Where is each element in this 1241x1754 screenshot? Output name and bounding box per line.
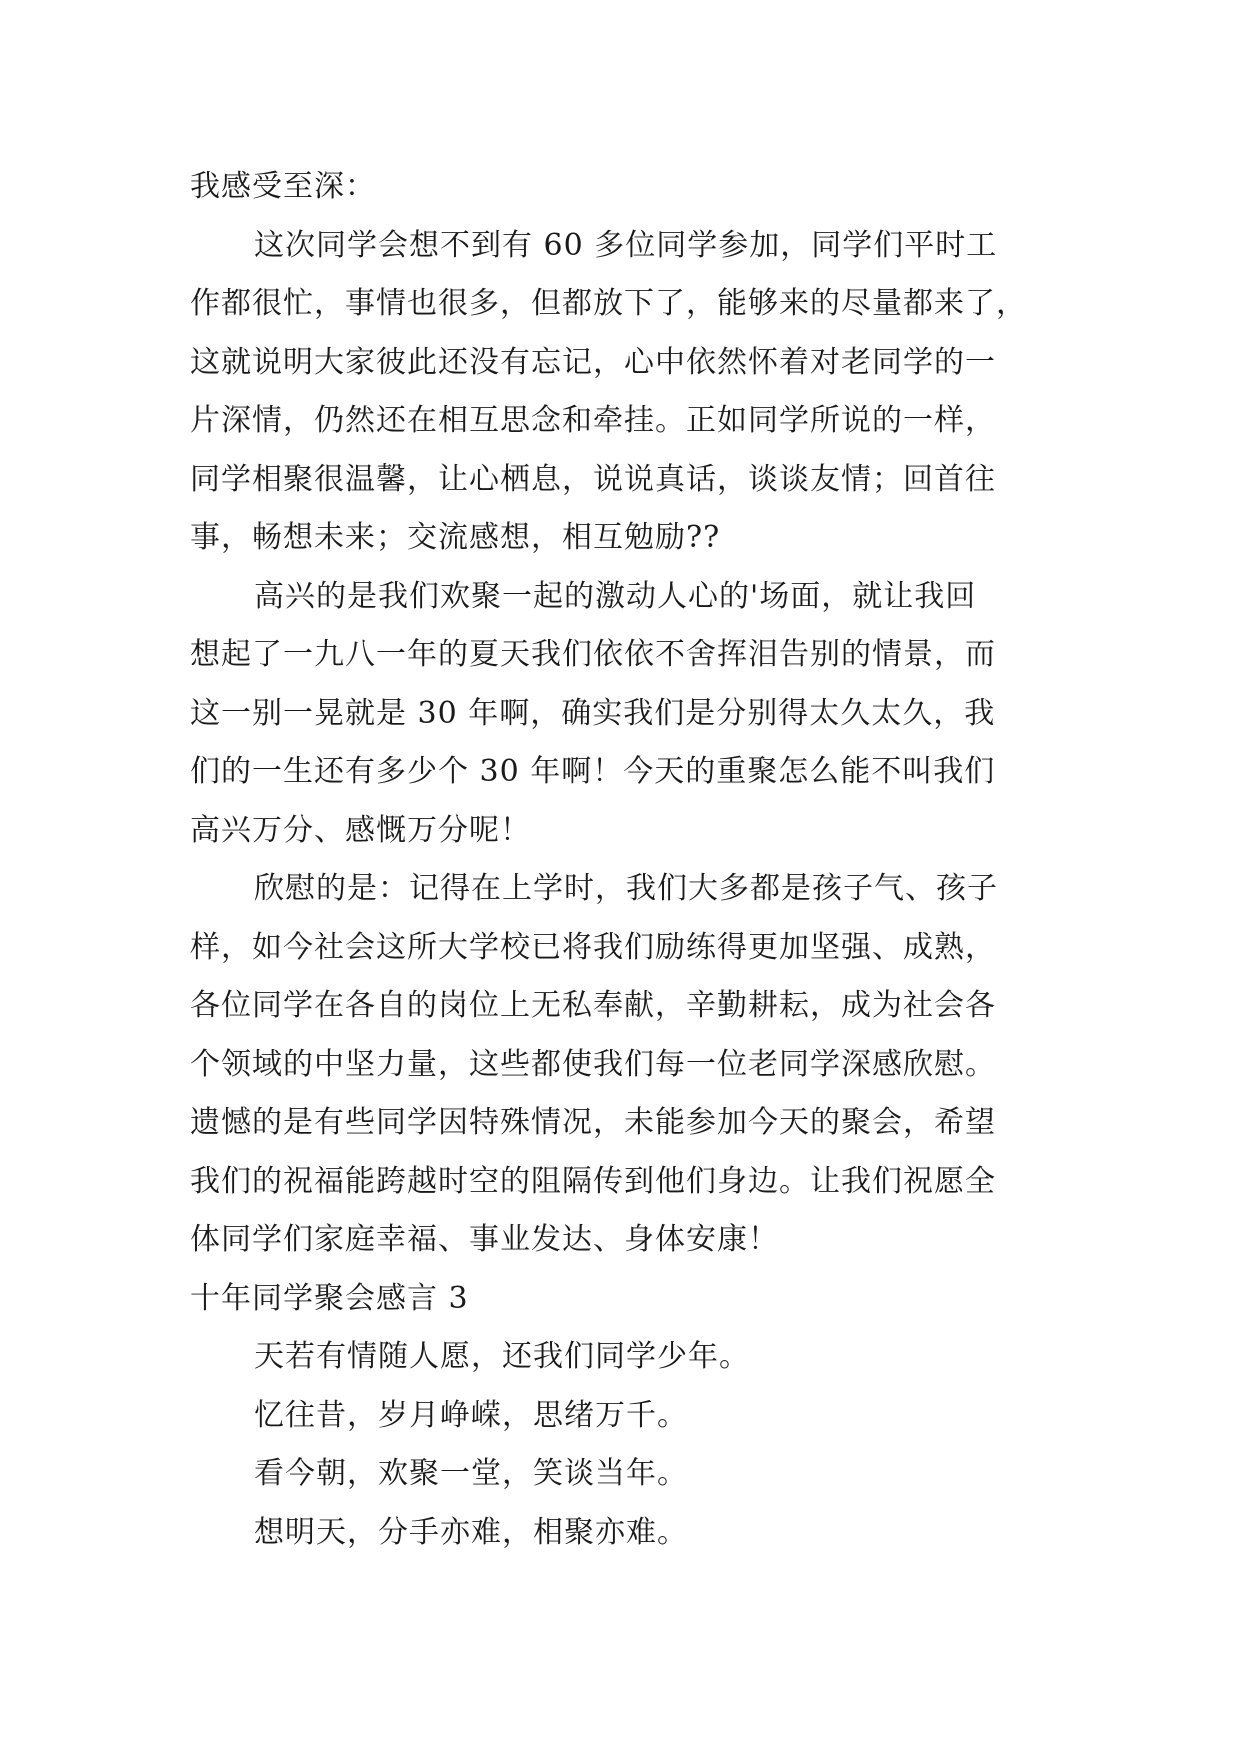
- text-line: 想起了一九八一年的夏天我们依依不舍挥泪告别的情景，而: [190, 637, 996, 672]
- text-line: 天若有情随人愿，还我们同学少年。: [254, 1339, 750, 1374]
- text-line: 这一别一晃就是 30 年啊，确实我们是分别得太久太久，我: [190, 695, 996, 731]
- text-line: 个领域的中坚力量，这些都使我们每一位老同学深感欣慰。: [190, 1046, 996, 1082]
- text-line: 看今朝，欢聚一堂，笑谈当年。: [254, 1456, 688, 1491]
- text-line: 事，畅想未来；交流感想，相互勉励??: [190, 520, 721, 555]
- text-line: 作都很忙，事情也很多，但都放下了，能够来的尽量都来了，: [190, 286, 1027, 321]
- text-line: 高兴的是我们欢聚一起的激动人心的'场面，就让我回: [254, 578, 977, 614]
- text-line: 想明天，分手亦难，相聚亦难。: [254, 1514, 688, 1550]
- text-line: 样，如今社会这所大学校已将我们励练得更加坚强、成熟，: [190, 929, 996, 965]
- text-line: 我们的祝福能跨越时空的阻隔传到他们身边。让我们祝愿全: [190, 1163, 996, 1199]
- text-line: 十年同学聚会感言 3: [190, 1280, 469, 1316]
- text-line: 高兴万分、感慨万分呢！: [190, 812, 531, 848]
- text-line: 们的一生还有多少个 30 年啊！今天的重聚怎么能不叫我们: [190, 754, 996, 789]
- text-line: 片深情，仍然还在相互思念和牵挂。正如同学所说的一样，: [190, 403, 996, 438]
- text-line: 我感受至深：: [190, 169, 376, 204]
- text-line: 这就说明大家彼此还没有忘记，心中依然怀着对老同学的一: [190, 344, 996, 380]
- text-line: 体同学们家庭幸福、事业发达、身体安康！: [190, 1222, 779, 1257]
- text-line: 同学相聚很温馨，让心栖息，说说真话，谈谈友情；回首往: [190, 461, 996, 497]
- text-line: 遗憾的是有些同学因特殊情况，未能参加今天的聚会，希望: [190, 1105, 996, 1140]
- text-line: 各位同学在各自的岗位上无私奉献，辛勤耕耘，成为社会各: [190, 988, 996, 1023]
- text-line: 欣慰的是：记得在上学时，我们大多都是孩子气、孩子: [254, 871, 998, 906]
- text-line: 忆往昔，岁月峥嵘，思绪万千。: [254, 1397, 688, 1433]
- document-body: [190, 158, 1070, 1562]
- text-line: 这次同学会想不到有 60 多位同学参加，同学们平时工: [254, 227, 998, 263]
